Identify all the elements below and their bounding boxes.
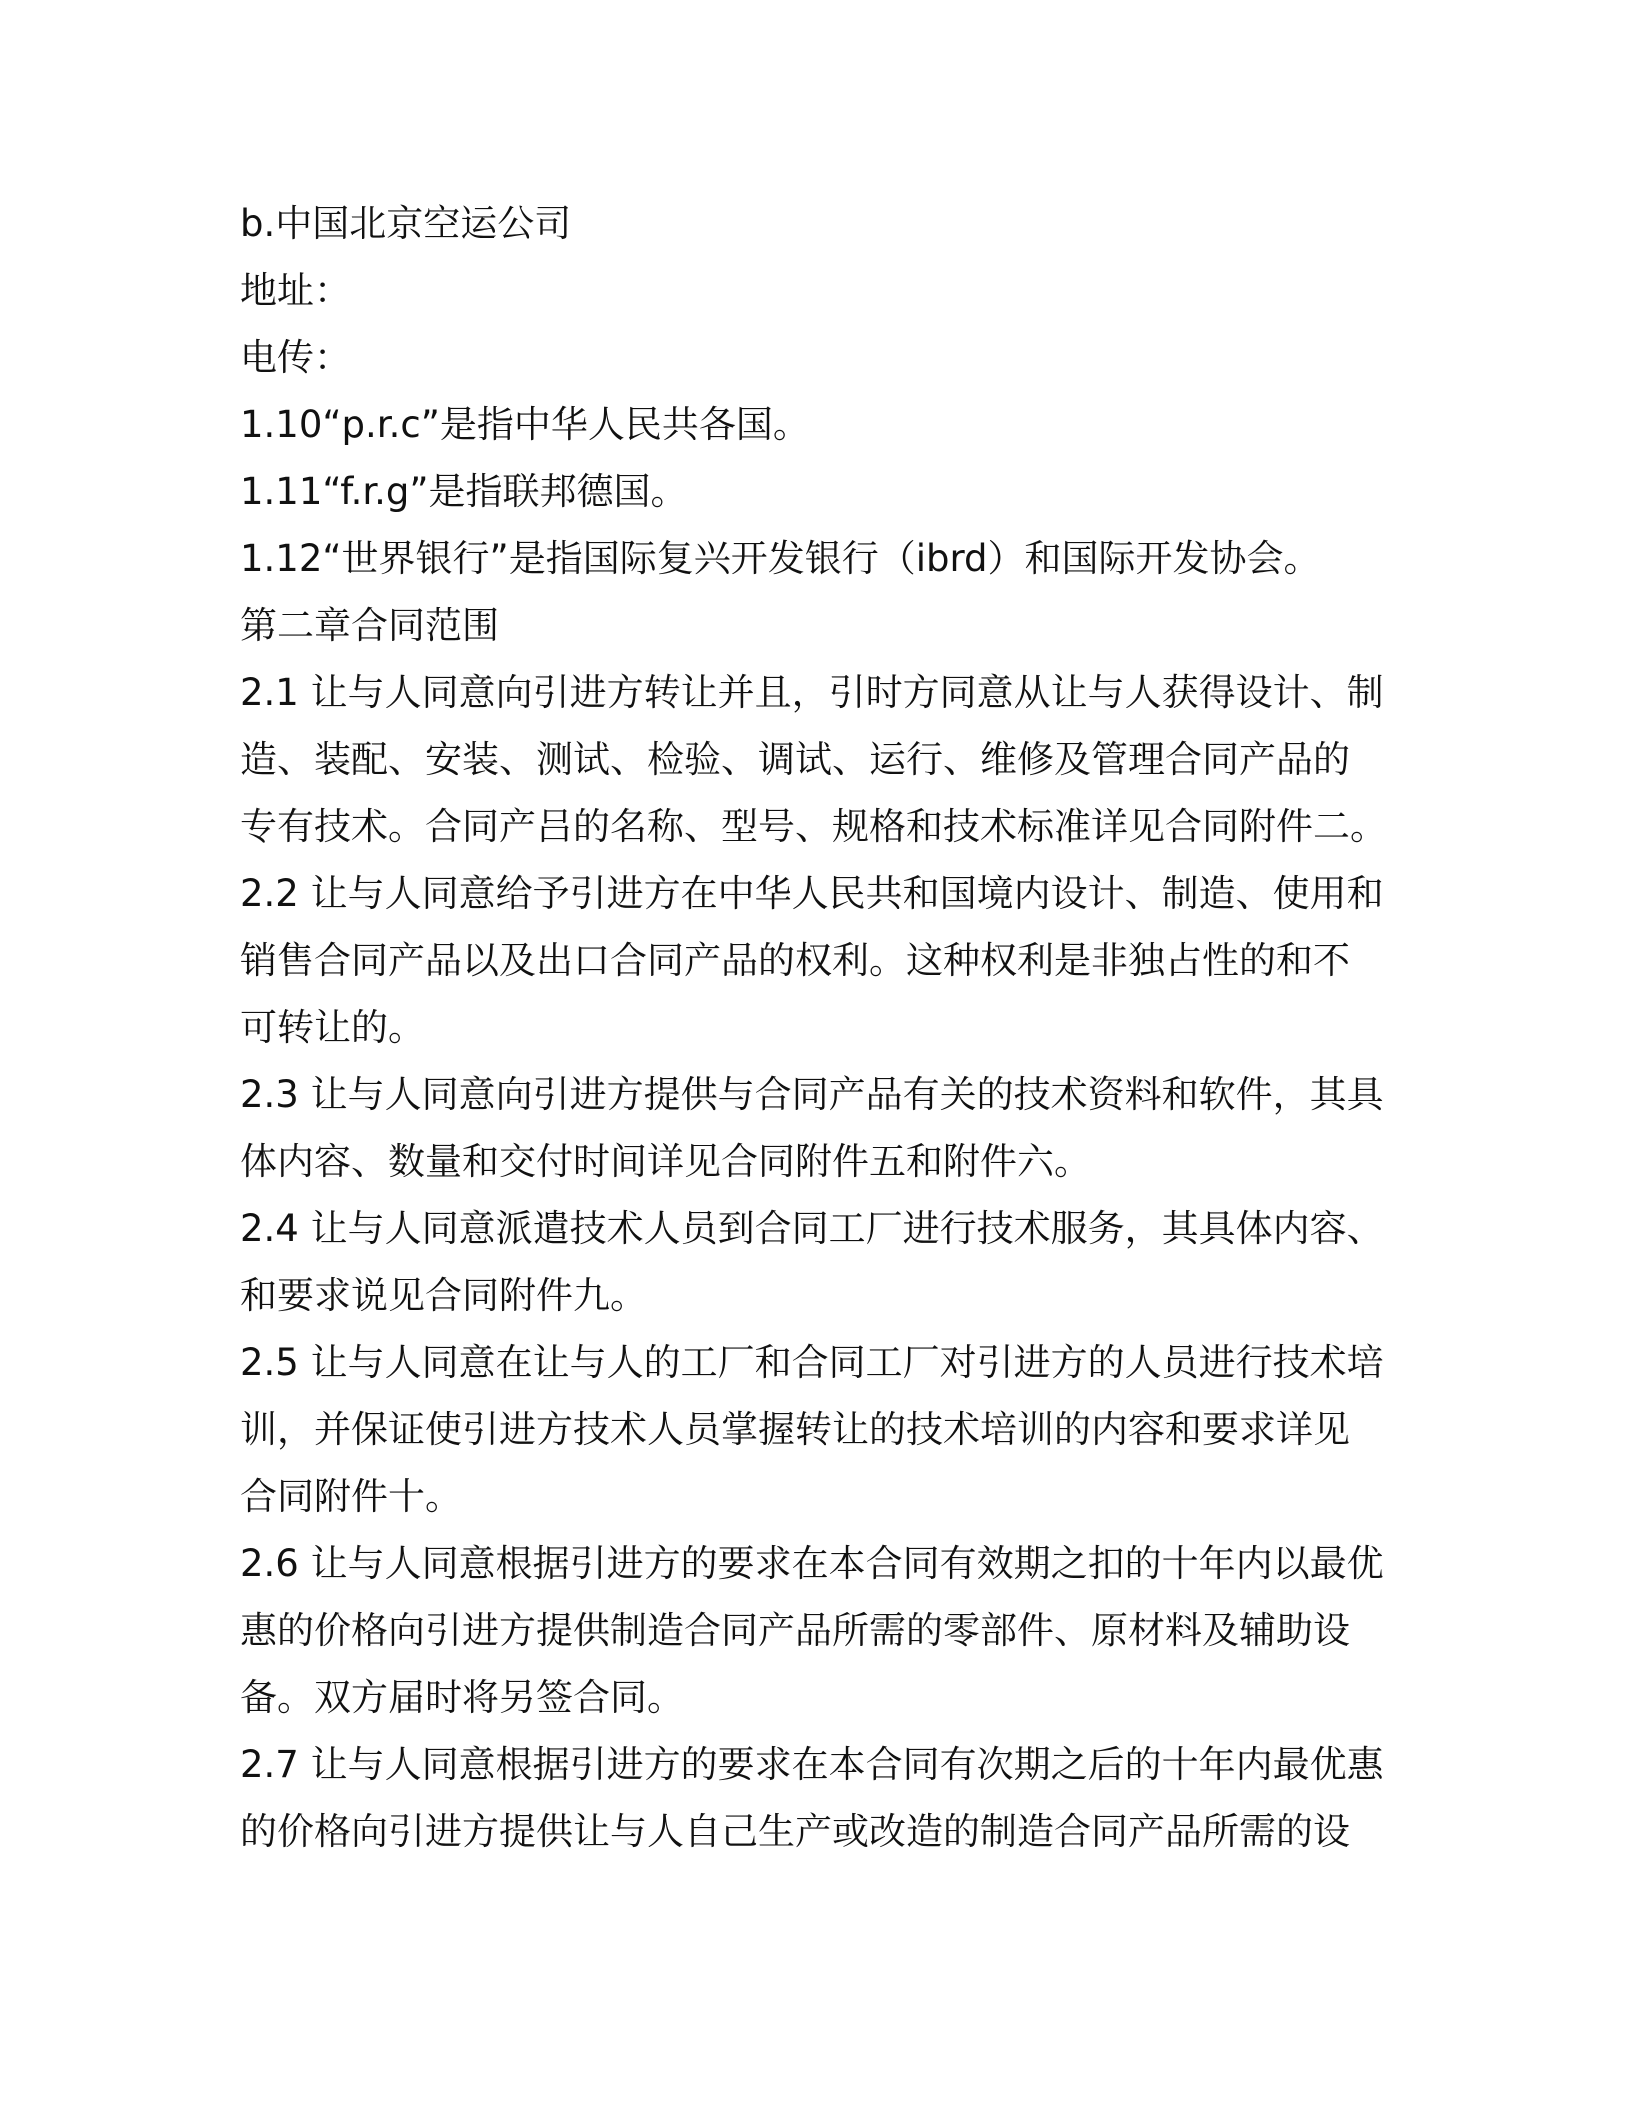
text-line: 体内容、数量和交付时间详见合同附件五和附件六。 <box>240 1140 1091 1183</box>
text-line: 合同附件十。 <box>240 1475 462 1518</box>
text-line: 造、装配、安装、测试、检验、调试、运行、维修及管理合同产品的 <box>240 738 1350 781</box>
text-line: 训，并保证使引进方技术人员掌握转让的技术培训的内容和要求详见 <box>240 1408 1350 1451</box>
document-body <box>240 190 1400 1865</box>
text-line: 销售合同产品以及出口合同产品的权利。这种权利是非独占性的和不 <box>240 939 1350 982</box>
text-line: 和要求说见合同附件九。 <box>240 1274 647 1317</box>
text-line: b.中国北京空运公司 <box>240 202 572 245</box>
text-line: 可转让的。 <box>240 1006 425 1049</box>
text-line: 2.2 让与人同意给予引进方在中华人民共和国境内设计、制造、使用和 <box>240 872 1384 915</box>
text-line: 2.4 让与人同意派遣技术人员到合同工厂进行技术服务，其具体内容、 <box>240 1207 1384 1250</box>
text-line: 1.12“世界银行”是指国际复兴开发银行（ibrd）和国际开发协会。 <box>240 537 1321 580</box>
text-line: 地址： <box>240 269 351 312</box>
text-line: 2.5 让与人同意在让与人的工厂和合同工厂对引进方的人员进行技术培 <box>240 1341 1384 1384</box>
text-line: 的价格向引进方提供让与人自己生产或改造的制造合同产品所需的设 <box>240 1810 1350 1853</box>
text-line: 2.1 让与人同意向引进方转让并且，引时方同意从让与人获得设计、制 <box>240 671 1384 714</box>
text-line: 1.11“f.r.g”是指联邦德国。 <box>240 470 688 513</box>
text-line: 2.7 让与人同意根据引进方的要求在本合同有次期之后的十年内最优惠 <box>240 1743 1384 1786</box>
text-line: 电传： <box>240 336 351 379</box>
text-line: 2.6 让与人同意根据引进方的要求在本合同有效期之扣的十年内以最优 <box>240 1542 1384 1585</box>
text-line: 专有技术。合同产吕的名称、型号、规格和技术标准详见合同附件二。 <box>240 805 1387 848</box>
text-line: 惠的价格向引进方提供制造合同产品所需的零部件、原材料及辅助设 <box>240 1609 1350 1652</box>
text-line: 1.10“p.r.c”是指中华人民共各国。 <box>240 403 810 446</box>
chapter-heading: 第二章合同范围 <box>240 604 499 647</box>
text-line: 2.3 让与人同意向引进方提供与合同产品有关的技术资料和软件，其具 <box>240 1073 1384 1116</box>
text-line: 备。双方届时将另签合同。 <box>240 1676 684 1719</box>
